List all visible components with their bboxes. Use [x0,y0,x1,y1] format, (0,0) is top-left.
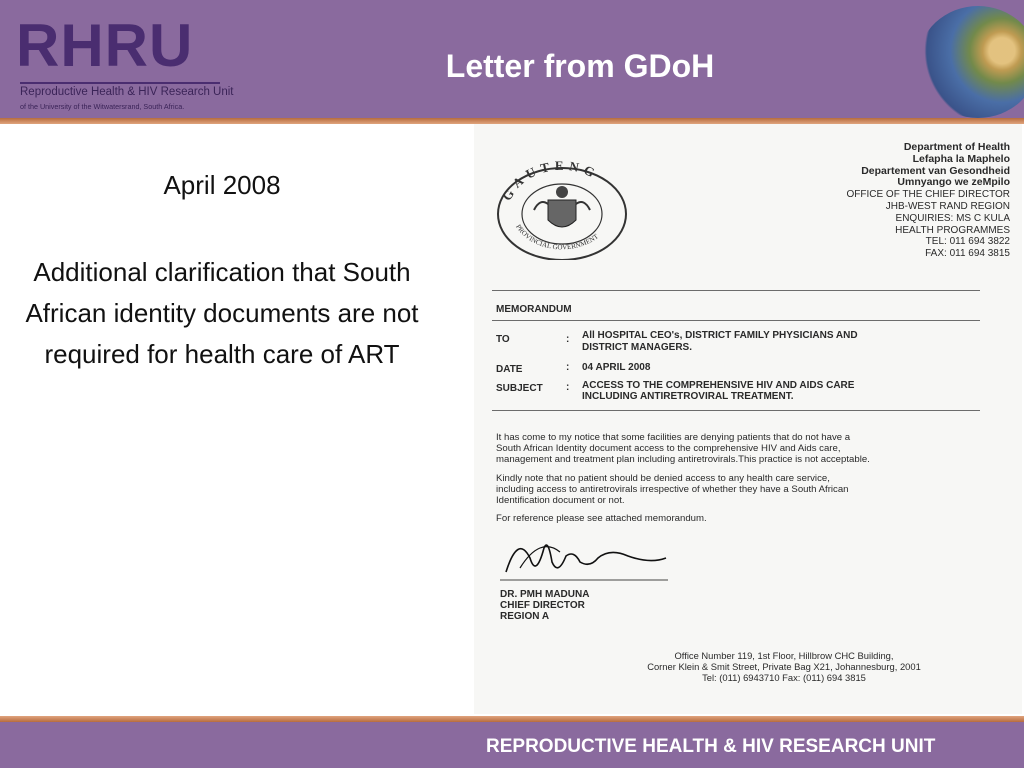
dept-line: TEL: 011 694 3822 [925,236,1010,248]
subject-line1: ACCESS TO THE COMPREHENSIVE HIV AND AIDS CARE [582,380,855,391]
globe-image [918,6,1024,118]
subject-line2: INCLUDING ANTIRETROVIRAL TREATMENT. [582,391,794,402]
memo-heading: MEMORANDUM [496,304,572,315]
memo-bottom-rule [492,410,980,411]
para3: For reference please see attached memorandum. [496,513,707,524]
signer-name: DR. PMH MADUNA [500,589,590,600]
scanned-letter [474,124,1022,714]
dept-line: OFFICE OF THE CHIEF DIRECTOR [846,189,1010,201]
para2-line: Identification document or not. [496,495,625,506]
dept-line: Umnyango we zeMpilo [897,176,1010,189]
to-colon: : [566,334,570,345]
address-line: Tel: (011) 6943710 Fax: (011) 694 3815 [702,672,866,683]
date-colon: : [566,362,570,373]
dept-line: Department of Health [903,141,1010,153]
para1-line: management and treatment plan including antiretrovirals.This practice is not acceptable. [496,454,870,465]
logo-wordmark: RHRU [16,12,194,79]
footer-unit-name: REPRODUCTIVE HEALTH & HIV RESEARCH UNIT [486,736,936,757]
dept-line: Lefapha la Maphelo [912,152,1010,165]
para2-line: Kindly note that no patient should be denied access to any health care service, [496,473,830,484]
dept-line: FAX: 011 694 3815 [925,248,1010,260]
date-label: DATE [496,364,523,375]
address-line: Corner Klein & Smit Street, Private Bag X21, Johannesburg, 2001 [647,661,921,672]
left-summary: Additional clarification that South African identity documents are not required for health care of ART [25,257,419,369]
signature-icon [500,528,670,584]
to-label: TO [496,334,510,345]
to-value-line1: All HOSPITAL CEO's, DISTRICT FAMILY PHYSICIANS AND [582,330,858,341]
to-value-line2: DISTRICT MANAGERS. [582,342,692,353]
rhru-logo [14,12,234,111]
seal-bottom-text: PROVINCIAL GOVERNMENT [514,223,600,252]
dept-line: JHB-WEST RAND REGION [885,200,1010,212]
logo-affiliation: of the University of the Witwatersrand, South Africa. [20,102,185,111]
dept-line: ENQUIRIES: MS C KULA [895,212,1010,224]
svg-text:GAUTENG [499,160,602,203]
seal-top-text: GAUTENG [499,160,602,204]
signer-title: CHIEF DIRECTOR [500,600,585,611]
para1-line: It has come to my notice that some facilities are denying patients that do not have a [496,432,851,443]
address-line: Office Number 119, 1st Floor, Hillbrow CHC Building, [674,650,894,661]
subject-colon: : [566,382,570,393]
memo-rule [492,320,980,321]
gauteng-seal-icon [490,160,630,260]
signer-region: REGION A [500,611,550,622]
para1-line: South African Identity document access to the comprehensive HIV and Aids care, [496,443,841,454]
para2-line: including access to antiretrovirals irrespective of whether they have a South African [496,484,849,495]
memo-top-rule [492,290,980,291]
logo-divider [20,82,220,84]
department-block [794,142,1010,260]
header-band [0,0,1024,118]
dept-line: HEALTH PROGRAMMES [895,224,1010,236]
slide-title: Letter from GDoH [445,48,715,84]
dept-line: Departement van Gesondheid [861,164,1010,177]
left-date: April 2008 [163,170,281,200]
date-value: 04 APRIL 2008 [582,362,651,373]
subject-label: SUBJECT [496,383,543,394]
letter-address [574,650,994,683]
logo-subtitle: Reproductive Health & HIV Research Unit [20,86,234,98]
